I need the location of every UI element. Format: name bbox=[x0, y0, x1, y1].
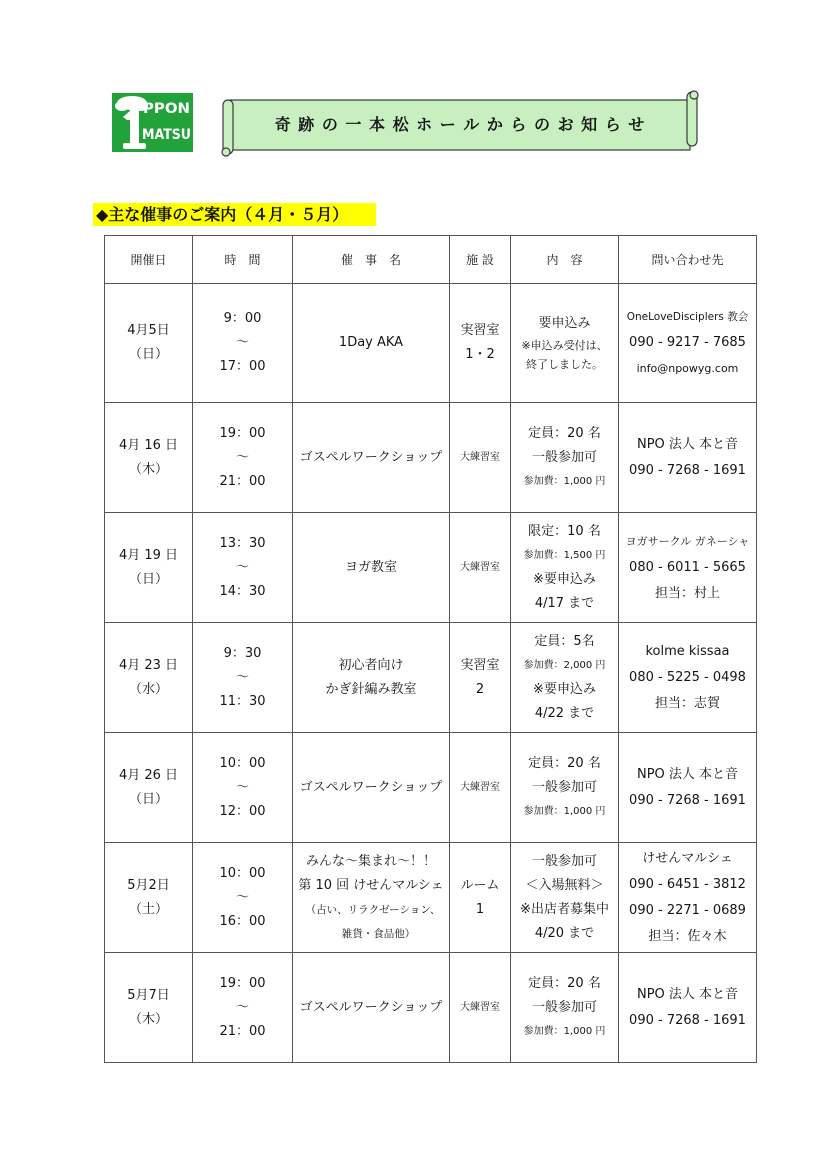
details-line: 一般参加可 bbox=[531, 853, 597, 869]
time-cell bbox=[193, 403, 293, 513]
details-cell bbox=[511, 843, 619, 953]
banner-title: 奇 跡 の 一 本 松 ホ ー ル か ら の お 知 ら せ bbox=[274, 115, 646, 134]
event-note: （占い、リラクゼーション、 bbox=[305, 903, 441, 916]
logo-text-ppon: PPON bbox=[143, 101, 190, 117]
event-name-cell bbox=[293, 843, 450, 953]
details-fee: 参加費：1,000 円 bbox=[523, 475, 606, 487]
contact-phone: 090 - 2271 - 0689 bbox=[629, 902, 746, 918]
details-line: 一般参加可 bbox=[531, 999, 597, 1015]
contact-phone: 090 - 9217 - 7685 bbox=[629, 335, 746, 350]
time-cell bbox=[193, 513, 293, 623]
contact-phone: 090 - 7268 - 1691 bbox=[629, 462, 746, 478]
contact-organizer: けせんマルシェ bbox=[642, 850, 733, 866]
facility-name: 大練習室 bbox=[460, 451, 500, 463]
time-separator: ～ bbox=[235, 335, 249, 350]
details-line: ※要申込み bbox=[533, 681, 596, 697]
details-line: 限定：10 名 bbox=[528, 523, 601, 539]
time-cell bbox=[193, 843, 293, 953]
contact-cell bbox=[619, 403, 757, 513]
details-cell bbox=[511, 284, 619, 403]
facility-cell bbox=[450, 284, 511, 403]
event-weekday: （日） bbox=[128, 571, 168, 587]
facility-cell bbox=[450, 513, 511, 623]
time-cell bbox=[193, 284, 293, 403]
facility-cell bbox=[450, 843, 511, 953]
date-cell bbox=[105, 953, 193, 1063]
table-row bbox=[105, 284, 757, 403]
details-line: 一般参加可 bbox=[531, 449, 597, 465]
event-date: 4月 26 日 bbox=[118, 767, 179, 783]
contact-organizer: OneLoveDisciplers 教会 bbox=[626, 311, 749, 323]
contact-cell bbox=[619, 623, 757, 733]
table-row bbox=[105, 403, 757, 513]
time-separator: ～ bbox=[235, 779, 249, 795]
end-time: 14：30 bbox=[219, 583, 266, 599]
facility-cell bbox=[450, 623, 511, 733]
facility-room-number: 1 bbox=[475, 901, 485, 917]
details-line: ※要申込み bbox=[533, 571, 596, 587]
table-row bbox=[105, 513, 757, 623]
event-note: 雑貨・食品他） bbox=[341, 927, 416, 940]
event-date: 4月5日 bbox=[127, 323, 170, 338]
column-header-facility: 施 設 bbox=[450, 236, 511, 284]
details-cell bbox=[511, 733, 619, 843]
details-line: 定員：20 名 bbox=[528, 975, 601, 991]
facility-room-number: 2 bbox=[475, 681, 485, 697]
contact-organizer: NPO 法人 本と音 bbox=[636, 436, 739, 452]
contact-email: info@npowyg.com bbox=[636, 362, 739, 375]
event-date: 5月2日 bbox=[127, 877, 170, 893]
events-table bbox=[104, 235, 757, 1063]
date-cell bbox=[105, 733, 193, 843]
event-name: 初心者向け bbox=[338, 657, 404, 673]
facility-cell bbox=[450, 403, 511, 513]
table-row bbox=[105, 623, 757, 733]
facility-name: 実習室 bbox=[460, 657, 500, 673]
contact-phone: 080 - 6011 - 5665 bbox=[629, 559, 746, 575]
time-separator: ～ bbox=[235, 889, 249, 905]
facility-name: 大練習室 bbox=[460, 561, 500, 573]
details-line: 定員：20 名 bbox=[528, 755, 601, 771]
details-deadline: 4/17 まで bbox=[534, 595, 595, 611]
start-time: 10：00 bbox=[219, 755, 266, 771]
details-line: 定員：20 名 bbox=[528, 425, 601, 441]
table-row bbox=[105, 953, 757, 1063]
time-cell bbox=[193, 623, 293, 733]
contact-phone: 090 - 6451 - 3812 bbox=[629, 876, 746, 892]
date-cell bbox=[105, 403, 193, 513]
time-separator: ～ bbox=[235, 559, 249, 575]
event-name: ゴスペルワークショップ bbox=[299, 449, 443, 465]
details-fee: 参加費：1,000 円 bbox=[523, 1025, 606, 1037]
event-name: ゴスペルワークショップ bbox=[299, 999, 443, 1015]
contact-phone: 090 - 7268 - 1691 bbox=[629, 1012, 746, 1028]
start-time: 9：00 bbox=[223, 311, 262, 326]
contact-phone: 080 - 5225 - 0498 bbox=[629, 669, 746, 685]
event-name-cell bbox=[293, 623, 450, 733]
event-weekday: （木） bbox=[128, 1011, 168, 1027]
section-heading-text: ◆主な催事のご案内（４月・５月） bbox=[96, 205, 349, 224]
details-cell bbox=[511, 403, 619, 513]
event-name: 1Day AKA bbox=[338, 335, 404, 350]
contact-organizer: kolme kissaa bbox=[645, 643, 730, 659]
contact-person: 担当：佐々木 bbox=[648, 928, 727, 944]
date-cell bbox=[105, 513, 193, 623]
time-cell bbox=[193, 953, 293, 1063]
details-cell bbox=[511, 623, 619, 733]
date-cell bbox=[105, 284, 193, 403]
details-line: ＜入場無料＞ bbox=[525, 877, 604, 893]
event-name-cell bbox=[293, 403, 450, 513]
details-fee: 参加費：1,500 円 bbox=[523, 549, 606, 561]
contact-person: 担当：志賀 bbox=[654, 695, 720, 711]
details-line: 要申込み bbox=[538, 316, 591, 331]
time-cell bbox=[193, 733, 293, 843]
table-row bbox=[105, 843, 757, 953]
details-deadline: 4/20 まで bbox=[534, 925, 595, 941]
facility-name: 実習室 bbox=[460, 323, 500, 338]
start-time: 13：30 bbox=[219, 535, 266, 551]
details-note: ※申込み受付は、 bbox=[521, 339, 608, 352]
event-date: 4月 23 日 bbox=[118, 657, 179, 673]
end-time: 11：30 bbox=[219, 693, 266, 709]
event-name-cell bbox=[293, 733, 450, 843]
event-name: ヨガ教室 bbox=[344, 559, 397, 575]
facility-name: ルーム bbox=[460, 877, 500, 893]
start-time: 10：00 bbox=[219, 865, 266, 881]
facility-name: 大練習室 bbox=[460, 781, 500, 793]
table-header-row bbox=[105, 236, 757, 284]
column-header-contact: 問い合わせ先 bbox=[619, 236, 757, 284]
contact-cell bbox=[619, 733, 757, 843]
details-fee: 参加費：1,000 円 bbox=[523, 805, 606, 817]
details-note: 終了しました。 bbox=[526, 358, 603, 371]
event-name-cell bbox=[293, 513, 450, 623]
column-header-time: 時 間 bbox=[193, 236, 293, 284]
event-name-cell bbox=[293, 284, 450, 403]
table-row bbox=[105, 733, 757, 843]
time-separator: ～ bbox=[235, 449, 249, 465]
end-time: 21：00 bbox=[219, 473, 266, 489]
event-date: 4月 19 日 bbox=[118, 547, 179, 563]
details-fee: 参加費：2,000 円 bbox=[523, 659, 606, 671]
contact-cell bbox=[619, 953, 757, 1063]
event-name: ゴスペルワークショップ bbox=[299, 779, 443, 795]
details-cell bbox=[511, 953, 619, 1063]
end-time: 16：00 bbox=[219, 913, 266, 929]
event-date: 5月7日 bbox=[127, 987, 170, 1003]
contact-organizer: NPO 法人 本と音 bbox=[636, 986, 739, 1002]
facility-cell bbox=[450, 953, 511, 1063]
event-name: みんな～集まれ～！！ bbox=[305, 853, 436, 869]
column-header-date: 開催日 bbox=[105, 236, 193, 284]
time-separator: ～ bbox=[235, 669, 249, 685]
event-weekday: （日） bbox=[128, 347, 168, 362]
section-heading bbox=[93, 203, 376, 226]
contact-organizer: ヨガサークル ガネーシャ bbox=[625, 534, 750, 548]
time-separator: ～ bbox=[235, 999, 249, 1015]
facility-cell bbox=[450, 733, 511, 843]
date-cell bbox=[105, 843, 193, 953]
end-time: 17：00 bbox=[219, 359, 266, 374]
details-cell bbox=[511, 513, 619, 623]
event-weekday: （日） bbox=[128, 791, 168, 807]
event-weekday: （木） bbox=[128, 461, 168, 477]
event-weekday: （水） bbox=[128, 681, 168, 697]
start-time: 19：00 bbox=[219, 975, 266, 991]
end-time: 21：00 bbox=[219, 1023, 266, 1039]
column-header-details: 内 容 bbox=[511, 236, 619, 284]
event-weekday: （土） bbox=[128, 901, 168, 917]
logo-text-matsu: MATSU bbox=[142, 127, 191, 143]
details-deadline: 4/22 まで bbox=[534, 705, 595, 721]
event-name: 第 10 回 けせんマルシェ bbox=[298, 877, 444, 893]
contact-cell bbox=[619, 843, 757, 953]
date-cell bbox=[105, 623, 193, 733]
contact-organizer: NPO 法人 本と音 bbox=[636, 766, 739, 782]
start-time: 9：30 bbox=[223, 645, 262, 661]
details-line: 一般参加可 bbox=[531, 779, 597, 795]
facility-name: 大練習室 bbox=[460, 1001, 500, 1013]
contact-phone: 090 - 7268 - 1691 bbox=[629, 792, 746, 808]
contact-cell bbox=[619, 513, 757, 623]
ippon-matsu-logo bbox=[112, 93, 193, 152]
contact-person: 担当：村上 bbox=[654, 585, 720, 601]
column-header-event: 催 事 名 bbox=[293, 236, 450, 284]
start-time: 19：00 bbox=[219, 425, 266, 441]
end-time: 12：00 bbox=[219, 803, 266, 819]
details-line: ※出店者募集中 bbox=[520, 901, 609, 917]
contact-cell bbox=[619, 284, 757, 403]
event-name-cell bbox=[293, 953, 450, 1063]
event-name: かぎ針編み教室 bbox=[325, 681, 417, 697]
details-line: 定員：5名 bbox=[534, 633, 595, 649]
facility-room-number: 1・2 bbox=[465, 347, 495, 362]
event-date: 4月 16 日 bbox=[118, 437, 179, 453]
